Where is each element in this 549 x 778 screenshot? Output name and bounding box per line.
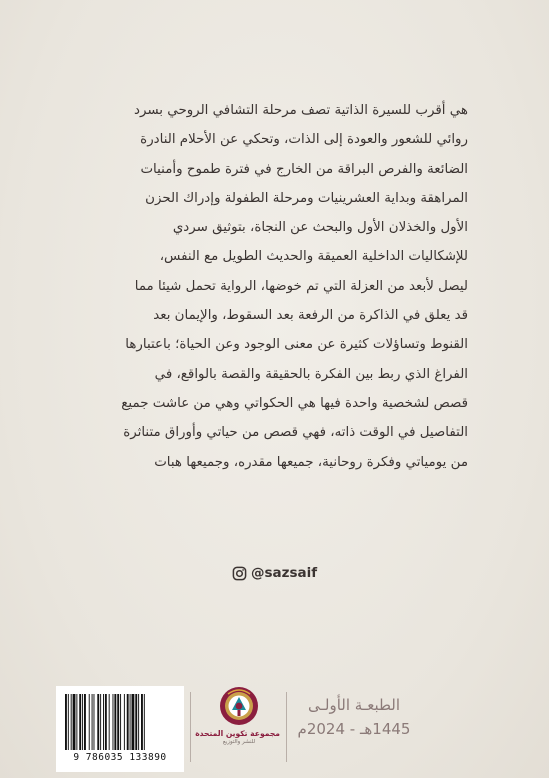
publisher-subtitle: للنشر والتوزيع bbox=[222, 739, 256, 745]
blurb-text bbox=[86, 96, 468, 477]
social-handle[interactable] bbox=[232, 565, 317, 581]
barcode-bar bbox=[105, 694, 107, 750]
publisher-block bbox=[195, 686, 280, 766]
edition-title: الطبعـة الأولـى bbox=[307, 696, 401, 714]
barcode-bar bbox=[114, 694, 116, 750]
barcode-bar bbox=[135, 694, 137, 750]
barcode-bar bbox=[124, 694, 125, 750]
barcode-bar bbox=[130, 694, 131, 750]
barcode-bar bbox=[84, 694, 86, 750]
blurb-line: قد يعلق في الذاكرة من الرفعة بعد السقوط، والإيمان بعد bbox=[153, 308, 468, 324]
barcode-bar bbox=[109, 694, 110, 750]
blurb-line: المراهقة وبداية العشرينيات ومرحلة الطفولة وإدراك الحزن bbox=[145, 190, 468, 206]
divider bbox=[190, 692, 191, 762]
blurb-line: روائي للشعور والعودة إلى الذات، وتحكي عن الأحلام النادرة bbox=[140, 132, 468, 148]
barcode-bar bbox=[120, 694, 121, 750]
barcode-bar bbox=[71, 694, 72, 750]
isbn-barcode bbox=[56, 686, 184, 772]
barcode-bar bbox=[76, 694, 77, 750]
footer bbox=[0, 676, 549, 778]
barcode-bar bbox=[79, 694, 81, 750]
blurb-line: الأول والخذلان الأول والبحث عن النجاة، بتوثيق سردي bbox=[172, 220, 468, 236]
blurb-line: الضائعة والفرص البراقة من الخارج في فترة طموح وأمنيات bbox=[140, 161, 468, 177]
barcode-bar bbox=[113, 694, 114, 750]
barcode-bar bbox=[89, 694, 90, 750]
edition-block bbox=[294, 696, 414, 756]
blurb-line: التفاصيل في الوقت ذاته، فهي قصص من حياتي وأوراق متناثرة bbox=[123, 425, 468, 441]
barcode-bar bbox=[82, 694, 83, 750]
barcode-bar bbox=[94, 694, 95, 750]
barcode-bar bbox=[127, 694, 129, 750]
barcode-bar bbox=[68, 694, 69, 750]
barcode-bar bbox=[144, 694, 145, 750]
isbn-digits: 9 786035 133890 bbox=[73, 752, 167, 763]
social-handle-text: @sazsaif bbox=[251, 565, 318, 581]
barcode-bar bbox=[73, 694, 76, 750]
barcode-bar bbox=[141, 694, 143, 750]
publisher-logo-icon bbox=[219, 686, 259, 726]
barcode-bar bbox=[92, 694, 93, 750]
edition-year: 1445هـ - 2024م bbox=[297, 720, 411, 738]
blurb-line: هي أقرب للسيرة الذاتية تصف مرحلة التشافي الروحي بسرد bbox=[134, 103, 468, 118]
blurb-line: القنوط وتساؤلات كثيرة عن معنى الوجود وعن الحياة؛ باعتبارها bbox=[125, 337, 468, 353]
barcode-bar bbox=[97, 694, 99, 750]
instagram-icon bbox=[232, 566, 247, 581]
barcode-bar bbox=[65, 694, 67, 750]
barcode-bar bbox=[100, 694, 101, 750]
barcode-bar bbox=[117, 694, 119, 750]
blurb-line: ليصل لأبعد من العزلة التي تم خوضها، الرواية تحمل شيئا مما bbox=[134, 278, 468, 294]
barcode-bar bbox=[138, 694, 139, 750]
barcode-bars bbox=[63, 694, 177, 750]
barcode-bar bbox=[132, 694, 135, 750]
blurb-line: الفراغ الذي ربط بين الفكرة بالحقيقة والقصة بالواقع، في bbox=[154, 366, 468, 382]
barcode-bar bbox=[103, 694, 104, 750]
blurb-line: للإشكاليات الداخلية العميقة والحديث الطويل مع النفس، bbox=[159, 249, 468, 265]
divider bbox=[286, 692, 287, 762]
blurb-line: من يومياتي وفكرة روحانية، جميعها مقدره، وجميعها هبات bbox=[154, 454, 468, 470]
blurb-line: قصص لشخصية واحدة فيها هي الحكواتي وهي من عاشت جميع bbox=[121, 395, 468, 411]
publisher-name: مجموعة تكوين المتحدة bbox=[195, 729, 280, 738]
